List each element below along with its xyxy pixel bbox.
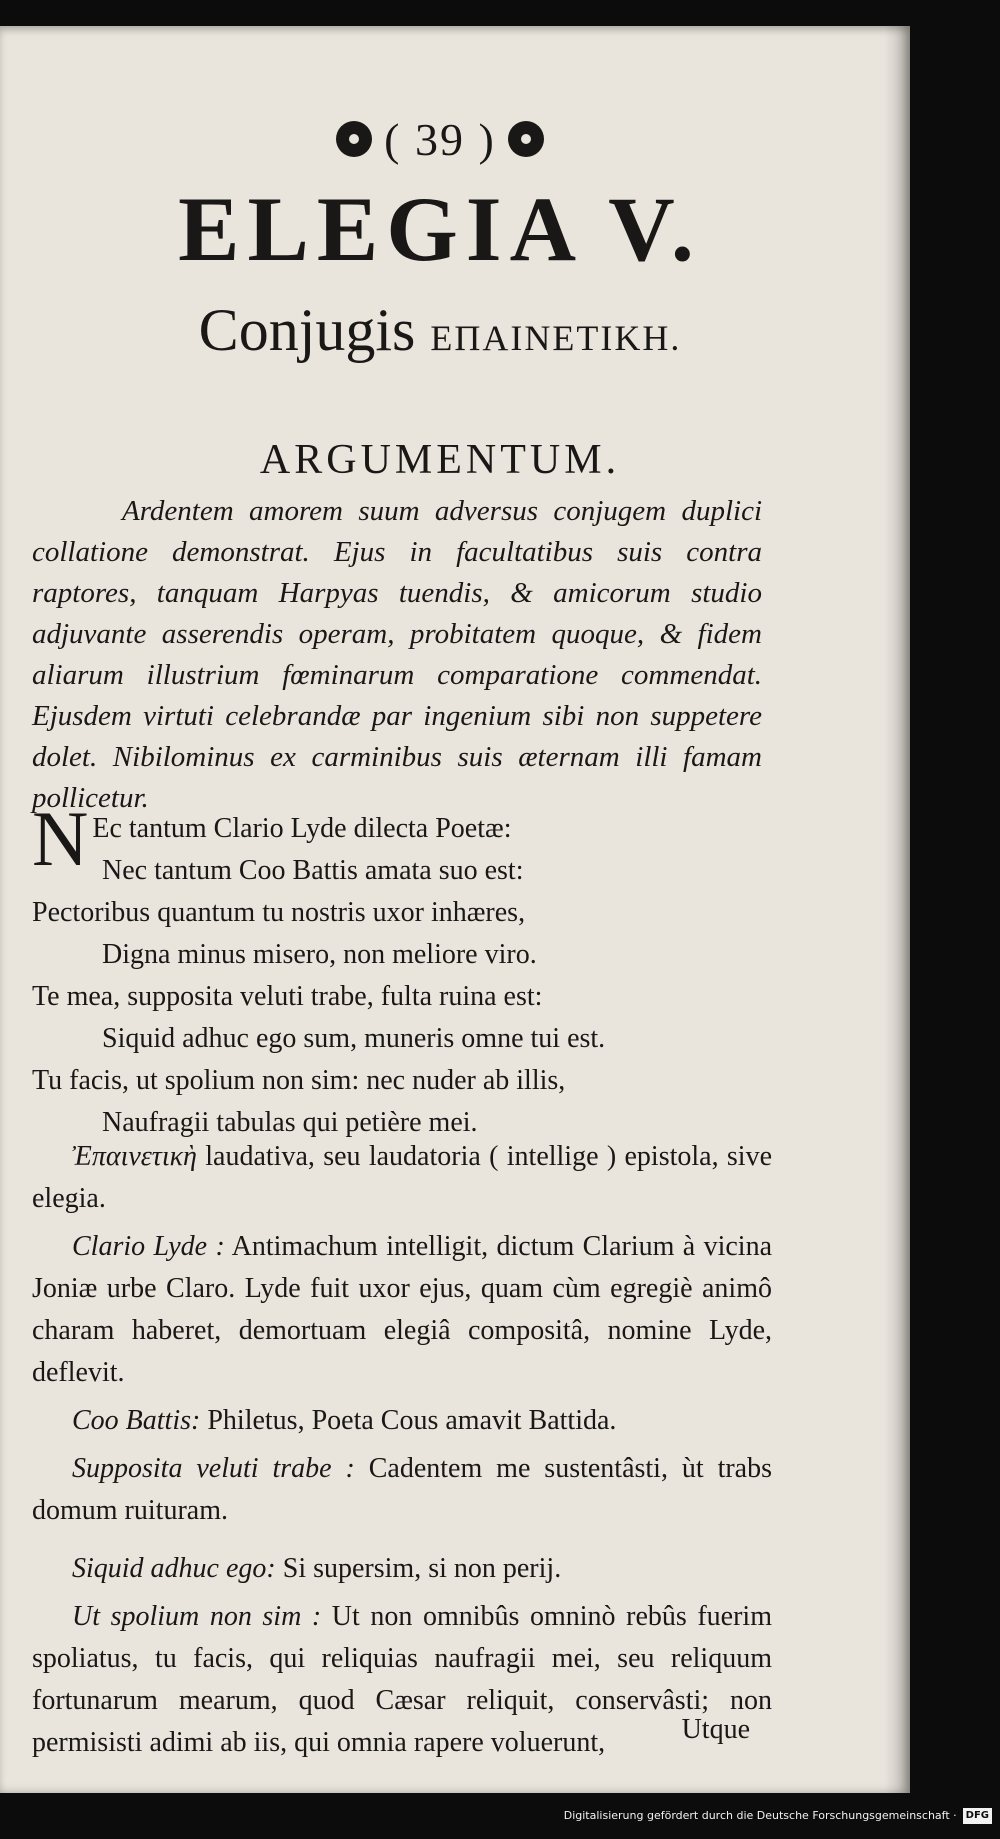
subtitle-latin: Conjugis (198, 297, 416, 363)
note-lemma: Clario Lyde : (72, 1231, 225, 1262)
dfg-logo-icon: DFG (963, 1808, 992, 1824)
note-lemma: Ἐπαινετικὴ (72, 1141, 197, 1172)
catchword: Utque (681, 1714, 750, 1745)
note (32, 1226, 772, 1394)
note-text: Si supersim, si non perij. (275, 1553, 562, 1584)
ornament-icon-right (508, 121, 544, 157)
argument-heading: ARGUMENTUM. (259, 437, 621, 483)
digitization-footer (0, 1793, 1000, 1839)
argument-text: Ardentem amorem suum adversus conjugem duplici collatione demonstrat. Ejus in facultatibus suis contra raptores, tanquam Harpyas tuendis, & amicorum studio adjuvante asserendis operam, probitatem quoque, & fidem aliarum illustrium fœminarum comparatione commendat. Ejusdem virtuti celebrandæ par ingenium sibi non suppetere dolet. Nibilominus ex carminibus suis æternam illi famam pollicetur. (32, 495, 762, 814)
verse-line: Te mea, supposita veluti trabe, fulta ruina est: (32, 981, 543, 1012)
verse-line: Tu facis, ut spolium non sim: nec nuder ab illis, (32, 1065, 566, 1096)
verse-line: NEc tantum Clario Lyde dilecta Poetæ: (32, 795, 512, 882)
verse-line: Nec tantum Coo Battis amata suo est: (102, 855, 524, 886)
subtitle-greek: ΕΠΑΙΝΕΤΙΚΗ. (430, 318, 682, 358)
verse-block (32, 795, 772, 1144)
page-title: ELEGIA V. (178, 178, 702, 280)
subtitle (0, 296, 880, 365)
note-lemma: Ut spolium non sim : (72, 1601, 322, 1632)
note (32, 1548, 772, 1590)
verse-line: Digna minus misero, non meliore viro. (102, 939, 537, 970)
ornament-icon-left (336, 121, 372, 157)
note (32, 1596, 772, 1764)
page-header (0, 108, 880, 166)
page-fold-shadow (884, 26, 910, 1793)
commentary-notes (32, 1136, 772, 1770)
note-text: Antimachum intelligit, dictum Clarium à vicina Joniæ urbe Claro. Lyde fuit uxor ejus, quam cùm egregiè animô charam haberet, demortuam elegiâ compositâ, nomine Lyde, deflevit. (32, 1231, 772, 1388)
note-text: Ut non omnibûs omninò rebûs fuerim spoliatus, tu facis, qui reliquias naufragii mei, seu reliquum fortunarum mearum, quod Cæsar reliquit, conservâsti; non permisisti adimi ab iis, qui omnia rapere voluerunt, (32, 1601, 772, 1758)
verse-line: Pectoribus quantum tu nostris uxor inhæres, (32, 897, 526, 928)
verse-line: Siquid adhuc ego sum, muneris omne tui est. (102, 1023, 606, 1054)
note (32, 1448, 772, 1532)
note-text: Cadentem me sustentâsti, ùt trabs domum ruituram. (32, 1453, 773, 1526)
footer-credit: Digitalisierung gefördert durch die Deutsche Forschungsgemeinschaft · (563, 1809, 957, 1822)
note-lemma: Coo Battis: (72, 1405, 201, 1436)
verse-line: Naufragii tabulas qui petière mei. (102, 1107, 478, 1138)
page-number: ( 39 ) (384, 113, 496, 165)
note-lemma: Siquid adhuc ego: (72, 1553, 276, 1584)
note-text: Philetus, Poeta Cous amavit Battida. (200, 1405, 617, 1436)
note (32, 1400, 772, 1442)
note (32, 1136, 772, 1220)
note-text: laudativa, seu laudatoria ( intellige ) epistola, sive elegia. (32, 1141, 772, 1214)
book-page (0, 26, 910, 1793)
note-lemma: Supposita veluti trabe : (72, 1453, 355, 1484)
